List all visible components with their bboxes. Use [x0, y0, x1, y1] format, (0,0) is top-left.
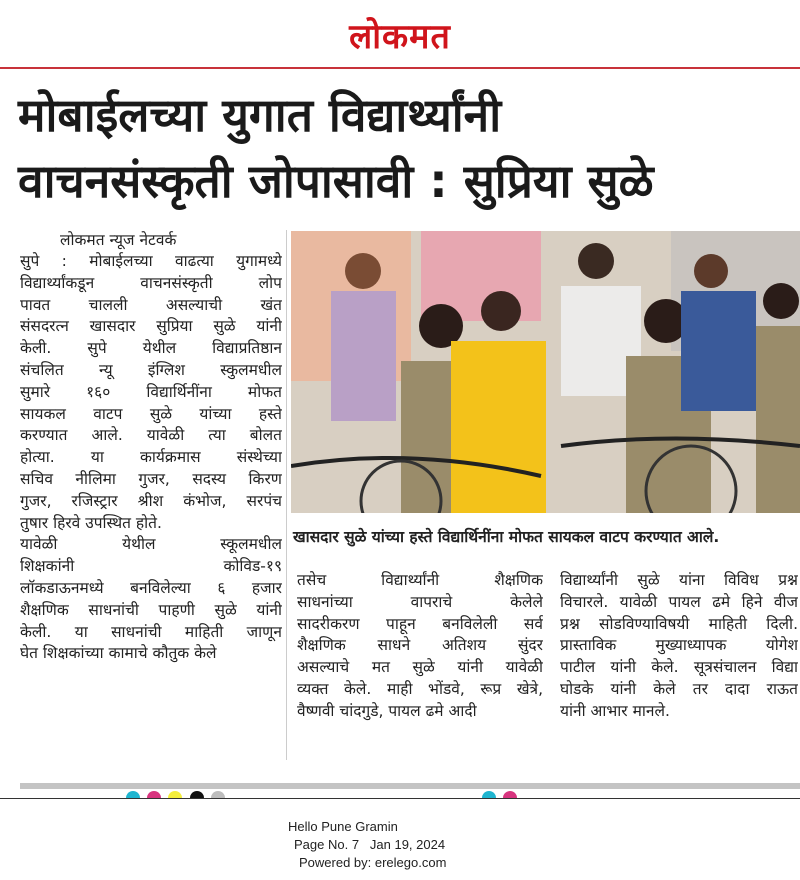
article-line: सुपे : मोबाईलच्या वाढत्या युगामध्ये — [20, 252, 282, 270]
article-line: तुषार हिरवे उपस्थित होते. — [20, 513, 162, 532]
article-line: विद्यार्थ्यांनी सुळे यांना विविध प्रश्न — [560, 571, 798, 589]
article-line: यांनी आभार मानले. — [560, 701, 670, 720]
article-line: व्यक्त केले. माही भोंडवे, रूप्र खेत्रे, — [297, 679, 543, 698]
page-edge-line — [0, 798, 800, 799]
article-line: तसेच विद्यार्थ्यांनी शैक्षणिक — [297, 571, 543, 589]
cyan-registration-dot — [126, 791, 140, 798]
page-number: Page No. 7 — [294, 837, 360, 852]
article-line: शिक्षकांनी कोविड-१९ — [20, 557, 282, 576]
article-line: पाटील यांनी केले. सूत्रसंचालन विद्या — [560, 658, 798, 677]
article-line: शैक्षणिक साधनांची पाहणी सुळे यांनी — [20, 600, 282, 619]
lokmat-logo: लोकमत — [349, 17, 451, 57]
article-line: वैष्णवी चांदगुडे, पायल ढमे आदी — [297, 701, 477, 720]
article-middle-column — [297, 570, 543, 723]
article-line: करण्यात आले. यावेळी त्या बोलत — [20, 426, 282, 445]
article-line: साधनांच्या वापराचे केलेले — [297, 592, 543, 611]
article-line: गुजर, रजिस्ट्रार श्रीश कंभोज, सरपंच — [20, 491, 282, 510]
cyan-registration-dot — [482, 791, 496, 798]
masthead-divider — [0, 67, 800, 69]
article-line: पावत चालली असल्याची खंत — [20, 295, 282, 314]
gray-rule — [20, 783, 800, 789]
column-divider — [286, 230, 287, 760]
article-line: होत्या. या कार्यक्रमास संस्थेच्या — [20, 448, 282, 467]
article-line: लॉकडाऊनमध्ये बनविलेल्या ६ हजार — [20, 578, 282, 597]
gray-registration-dot — [211, 791, 225, 798]
publish-date: Jan 19, 2024 — [369, 837, 446, 852]
article-line: असल्याचे मत सुळे यांनी यावेळी — [297, 658, 543, 677]
footer — [288, 818, 446, 872]
article-line: यावेळी येथील स्कूलमधील — [20, 535, 282, 554]
article-line: विद्यार्थ्यांकडून वाचनसंस्कृती लोप — [20, 273, 282, 292]
article-line: केली. सुपे येथील विद्याप्रतिष्ठान — [20, 339, 282, 358]
article-line: सादरीकरण पाहून बनविलेली सर्व — [297, 614, 543, 633]
students-bicycles-image — [291, 231, 800, 513]
headline-line-1: मोबाईलच्या युगात विद्यार्थ्यांनी — [18, 88, 502, 142]
black-registration-dot — [190, 791, 204, 798]
magenta-registration-dot — [147, 791, 161, 798]
article-line: संसदरत्न खासदार सुप्रिया सुळे यांनी — [20, 317, 282, 336]
article-photo — [291, 231, 800, 513]
headline-line-2: वाचनसंस्कृती जोपासावी : सुप्रिया सुळे — [18, 154, 654, 208]
magenta-registration-dot — [503, 791, 517, 798]
photo-caption: खासदार सुळे यांच्या हस्ते विद्यार्थिनींना मोफत सायकल वाटप करण्यात आले. — [293, 528, 720, 546]
article-line: संचलित न्यू इंग्लिश स्कुलमधील — [20, 360, 282, 379]
article-left-column — [20, 251, 282, 665]
byline: लोकमत न्यूज नेटवर्क — [60, 231, 177, 249]
article-line: विचारले. यावेळी पायल ढमे हिने वीज — [560, 592, 798, 611]
article-line: केली. या साधनांची माहिती जाणून — [20, 622, 282, 641]
powered-by-link[interactable]: Powered by: erelego.com — [299, 855, 447, 870]
article-line: घेत शिक्षकांच्या कामाचे कौतुक केले — [20, 644, 217, 663]
edition-name: Hello Pune Gramin — [288, 819, 398, 834]
article-right-column — [560, 570, 798, 723]
article-line: प्रास्ताविक मुख्याध्यापक योगेश — [560, 636, 798, 655]
headline — [18, 82, 788, 214]
article-line: प्रश्न सोडविण्याविषयी माहिती दिली. — [560, 614, 798, 633]
article-line: शैक्षणिक साधने अतिशय सुंदर — [297, 636, 543, 655]
yellow-registration-dot — [168, 791, 182, 798]
article-line: घोडके यांनी केले तर दादा राऊत — [560, 679, 798, 698]
article-line: सायकल वाटप सुळे यांच्या हस्ते — [20, 404, 282, 423]
article-line: सचिव नीलिमा गुजर, सदस्य किरण — [20, 469, 282, 488]
article-line: सुमारे १६० विद्यार्थिनींना मोफत — [20, 382, 282, 401]
